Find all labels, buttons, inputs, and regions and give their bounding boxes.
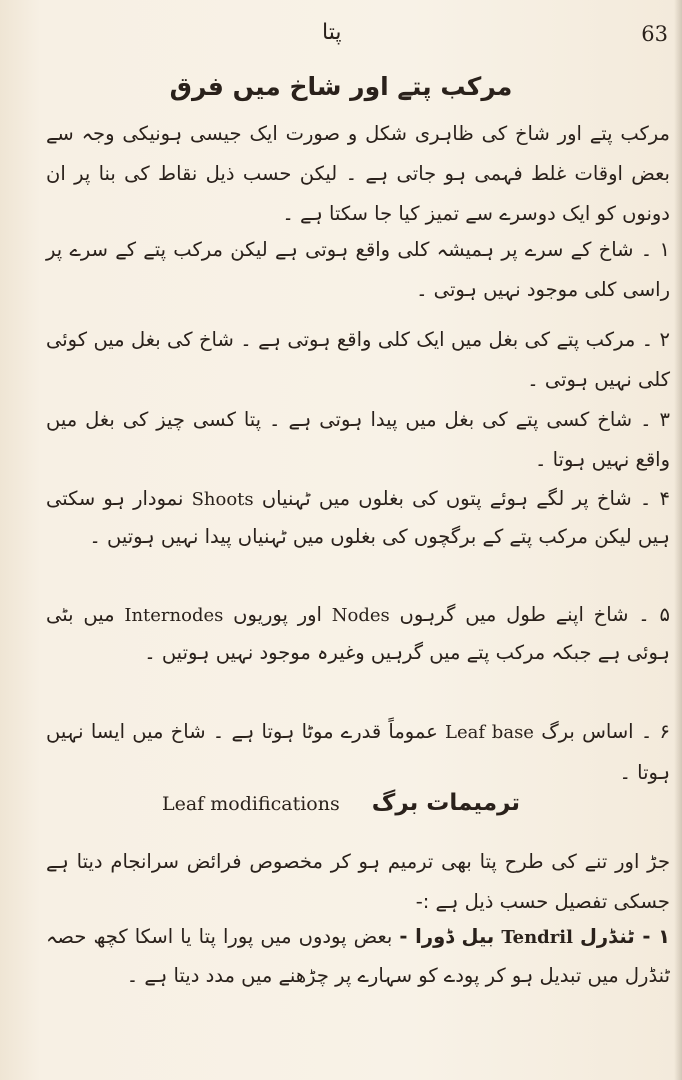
- running-head: پتا: [322, 20, 342, 45]
- point-5-text-a: ۵ ۔ شاخ اپنے طول میں گرہوں: [399, 603, 671, 626]
- point-6: [46, 712, 670, 793]
- point-4-text-b: نمودار ہو سکتی ہیں لیکن مرکب پتے کے برگچوں کی بغلوں میں ٹہنیاں پیدا نہیں ہوتیں ۔: [46, 487, 670, 548]
- point-5-term-2: Internodes: [124, 605, 224, 626]
- point-4-text-a: ۴ ۔ شاخ پر لگے ہوئے پتوں کی بغلوں میں ٹہنیاں: [261, 487, 671, 510]
- tendril-text: بعض پودوں میں پورا پتا یا اسکا کچھ حصہ ٹنڈرل میں تبدیل ہو کر پودے کو سہارے پر چڑھنے میں مدد دیتا ہے ۔: [46, 925, 670, 987]
- tendril-urdu-name: بیل ڈورا -: [399, 925, 495, 948]
- point-6-text-a: ۶ ۔ اساس برگ: [541, 720, 670, 743]
- subsection-title: [40, 790, 642, 816]
- tendril-paragraph: [46, 918, 670, 995]
- point-3: ۳ ۔ شاخ کسی پتے کی بغل میں پیدا ہوتی ہے ۔ پتا کسی چیز کی بغل میں واقع نہیں ہوتا ۔: [46, 408, 670, 471]
- subsection-title-urdu: ترمیمات برگ: [371, 790, 521, 816]
- tendril-term: Tendril: [501, 927, 573, 948]
- point-5: [46, 596, 670, 671]
- point-5-text-b: اور پوریوں: [233, 603, 322, 626]
- point-6-text-b: عموماً قدرے موٹا ہوتا ہے ۔ شاخ میں ایسا نہیں ہوتا ۔: [46, 720, 670, 784]
- point-2: ۲ ۔ مرکب پتے کی بغل میں ایک کلی واقع ہوتی ہے ۔ شاخ کی بغل میں کوئی کلی نہیں ہوتی ۔: [46, 328, 670, 391]
- point-6-term: Leaf base: [445, 722, 534, 743]
- section-title: مرکب پتے اور شاخ میں فرق: [169, 72, 513, 101]
- tendril-lead: ۱ - ٹنڈرل: [580, 925, 671, 948]
- point-1: ۱ ۔ شاخ کے سرے پر ہمیشہ کلی واقع ہوتی ہے لیکن مرکب پتے کے سرے پر راسی کلی موجود نہیں ہوتی ۔: [46, 238, 670, 301]
- point-5-term-1: Nodes: [331, 605, 390, 626]
- page-edge-shadow: [674, 0, 682, 1080]
- intro-paragraph: مرکب پتے اور شاخ کی ظاہری شکل و صورت ایک جیسی ہونیکی وجہ سے بعض اوقات غلط فہمی ہو جاتی ہے ۔ لیکن حسب ذیل نقاط کی بنا پر ان دونوں کو ایک دوسرے سے تمیز کیا جا سکتا ہے ۔: [46, 122, 670, 225]
- point-4: [46, 480, 670, 555]
- point-5-text-c: میں بٹی ہوئی ہے جبکہ مرکب پتے میں گرہیں وغیرہ موجود نہیں ہوتیں ۔: [46, 603, 670, 664]
- subsection-title-latin: Leaf modifications: [161, 793, 340, 815]
- subsection-intro: جڑ اور تنے کی طرح پتا بھی ترمیم ہو کر مخصوص فرائض سرانجام دیتا ہے جسکی تفصیل حسب ذیل ہے :-: [46, 850, 670, 913]
- page-header: [0, 18, 682, 52]
- point-4-term: Shoots: [191, 489, 254, 510]
- page-number: 63: [641, 22, 668, 46]
